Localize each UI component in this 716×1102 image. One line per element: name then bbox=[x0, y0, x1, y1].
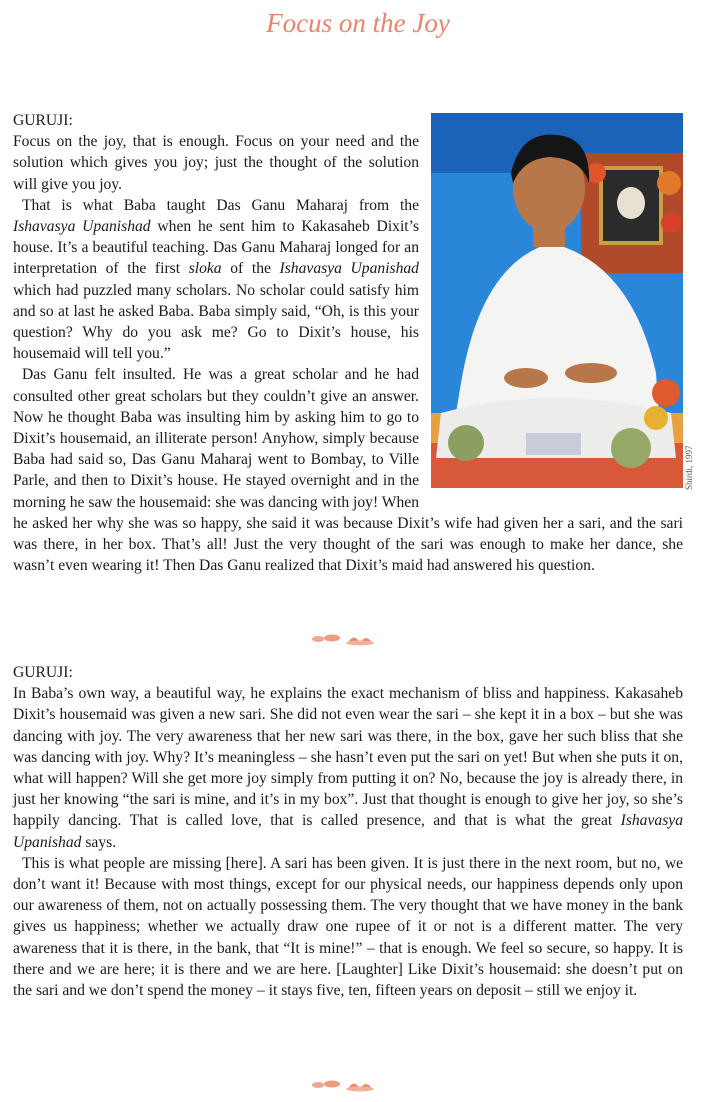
photo-credit: Shirdi, 1997 bbox=[684, 445, 694, 490]
paragraph: In Baba’s own way, a beautiful way, he explains the exact mechanism of bliss and happiness. Kakasaheb Dixit’s housemaid was given a new sari. She did not even wear the sari – she kept it in a box – but she was dancing with joy. The very awareness that her new sari was there, in the box, gave her such bliss that she was dancing with joy. Why? It’s meaningless – she hasn’t even put the sari on yet! But when she puts it on, what will happen? Will she get more joy simply from putting it on? No, because the joy is already there, in just her knowing “the sari is mine, and it’s in my box”. Just that thought is enough to give her joy, so she’s happily dancing. That is called love, that is called presence, and that is what the great Ishavasya Upanishad says. bbox=[13, 685, 683, 851]
section-1 bbox=[13, 110, 683, 576]
paragraph: Focus on the joy, that is enough. Focus on your need and the solution which gives you joy; just the thought of the solution will give you joy. bbox=[13, 133, 419, 193]
speaker-label: GURUJI: bbox=[13, 112, 73, 129]
paragraph: Das Ganu felt insulted. He was a great scholar and he had consulted other great scholars but they couldn’t give an answer. Now he thought Baba was insulting him by asking him to go to Dixit’s housemaid, an illiterate person! Anyhow, simply because Baba had said so, Das Ganu Maharaj went to Bombay, to Ville Parle, and then to Dixit’s house. He stayed overnight and in the morning he saw the housemaid: she was dancing with joy! When he asked her why she was so happy, she said it was because Dixit’s wife had given her a sari, and the sari was there, in her box. That’s all! Just the very thought of the sari was enough to make her dance, she wasn’t even wearing it! Then Das Ganu realized that Dixit’s maid had answered his question. bbox=[13, 366, 683, 575]
paragraph: That is what Baba taught Das Ganu Maharaj from the Ishavasya Upanishad when he sent him to Kakasaheb Dixit’s house. It’s a beautiful teaching. Das Ganu Maharaj longed for an interpretation of the first sloka of the Ishavasya Upanishad which had puzzled many scholars. No scholar could satisfy him and so at last he asked Baba. Baba simply said, “Oh, is this your question? Why do you ask me? Go to Dixit’s house, his housemaid will tell you.” bbox=[13, 196, 420, 363]
lotus-ornament-icon bbox=[308, 630, 380, 646]
section-2 bbox=[13, 662, 683, 1001]
speaker-label: GURUJI: bbox=[13, 664, 73, 681]
photo-illustration bbox=[431, 113, 683, 488]
page-title: Focus on the Joy bbox=[266, 8, 450, 38]
lotus-ornament-icon bbox=[308, 1076, 380, 1092]
guruji-photo bbox=[431, 113, 683, 488]
paragraph: This is what people are missing [here]. A sari has been given. It is just there in the next room, but no, we don’t want it! Because with most things, except for our physical needs, our happiness depends only upon our awareness of them, not on actually possessing them. The very thought that we have money in the bank gives us happiness; whether we actually draw one rupee of it or not is a different matter. The very awareness that it is there, in the bank, that “It is mine!” – that is enough. We feel so secure, so happy. It is there and we are here; it is there and we are here. [Laughter] Like Dixit’s housemaid: she doesn’t put on the sari and we don’t spend the money – it stays five, ten, fifteen years on deposit – still we enjoy it. bbox=[13, 854, 683, 1000]
